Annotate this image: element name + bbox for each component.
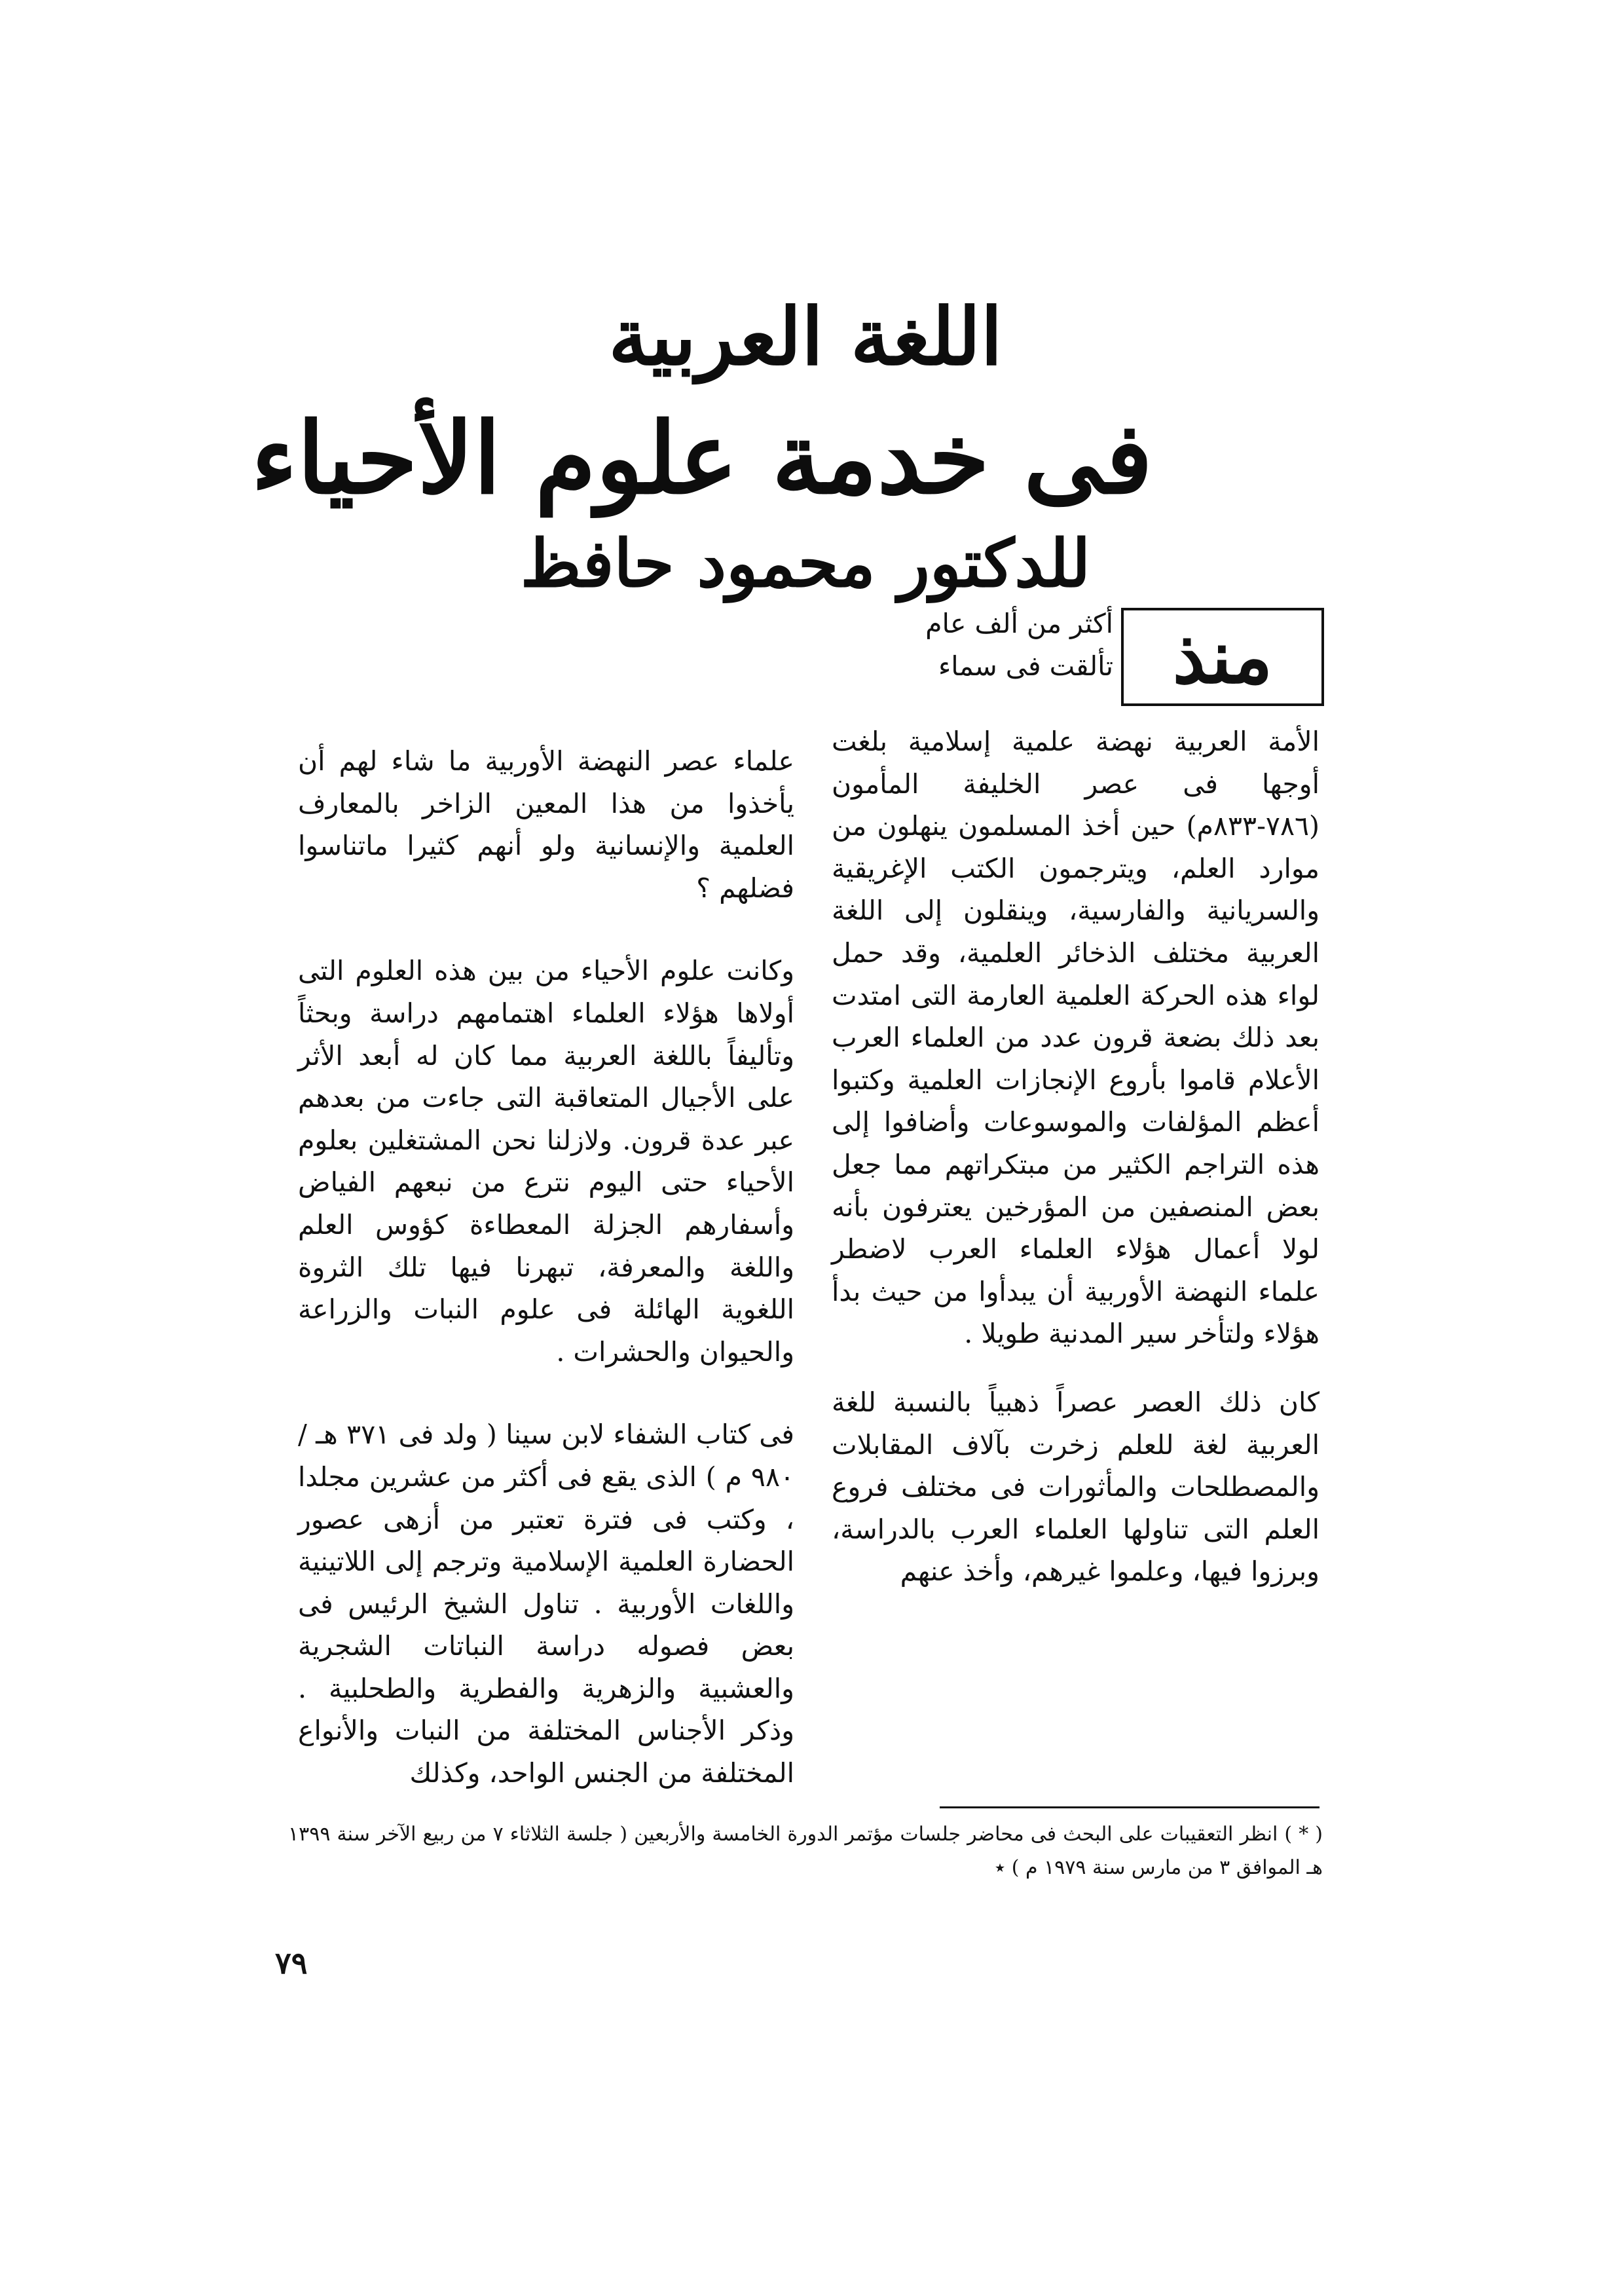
article-title-line-1: اللغة العربية — [608, 291, 1003, 383]
page-number: ٧٩ — [275, 1945, 308, 1981]
opening-line: أكثر من ألف عام — [925, 608, 1113, 639]
footnote-divider — [940, 1806, 1320, 1808]
left-column — [298, 740, 794, 1795]
article-title-line-2: فى خدمة علوم الأحياء — [251, 401, 1153, 516]
opening-line: تألقت فى سماء — [938, 650, 1113, 682]
footnote — [288, 1818, 1323, 1884]
left-paragraph-3: فى كتاب الشفاء لابن سينا ( ولد فى ٣٧١ هـ / ٩٨٠ م ) الذى يقع فى أكثر من عشرين مجلدا ، وكتب فى فترة تعتبر من أزهى عصور الحضارة العلمية الإسلامية وترجم إلى اللاتينية واللغات الأوربية . تناول الشيخ الرئيس فى بعض فصوله دراسة النباتات الشجرية والعشبية والزهرية والفطرية والطحلبية . وذكر الأجناس المختلفة من النبات والأنواع المختلفة من الجنس الواحد، وكذلك — [298, 1419, 794, 1789]
right-column — [832, 720, 1320, 1593]
author-byline: للدكتور محمود حافظ — [520, 525, 1091, 602]
opening-lines — [832, 603, 1113, 687]
left-paragraph-2: وكانت علوم الأحياء من بين هذه العلوم التى أولاها هؤلاء العلماء اهتمامهم دراسة وبحثاً وتأليفاً باللغة العربية مما كان له أبعد الأثر على الأجيال المتعاقبة التى جاءت من بعدهم عبر عدة قرون. ولازلنا نحن المشتغلين بعلوم الأحياء حتى اليوم نترع من نبعهم الفياض وأسفارهم الجزلة المعطاءة كؤوس العلم واللغة والمعرفة، تبهرنا فيها تلك الثروة اللغوية الهائلة فى علوم النبات والزراعة والحيوان والحشرات . — [298, 955, 794, 1368]
right-paragraph-2: كان ذلك العصر عصراً ذهبياً بالنسبة للغة العربية لغة للعلم زخرت بآلاف المقابلات والمصطلحات والمأثورات فى مختلف فروع العلم التى تناولها العلماء العرب بالدراسة، وبرزوا فيها، وعلموا غيرهم، وأخذ عنهم — [832, 1386, 1320, 1588]
drop-cap-box — [1121, 608, 1324, 706]
right-paragraph-1: الأمة العربية نهضة علمية إسلامية بلغت أوجها فى عصر الخليفة المأمون (٧٨٦-٨٣٣م) حين أخذ المسلمون ينهلون من موارد العلم، ويترجمون الكتب الإغريقية والسريانية والفارسية، وينقلون إلى اللغة العربية مختلف الذخائر العلمية، وقد حمل لواء هذه الحركة العلمية العارمة التى امتدت بعد ذلك بضعة قرون عدد من العلماء العرب الأعلام قاموا بأروع الإنجازات العلمية وكتبوا أعظم المؤلفات والموسوعات وأضافوا إلى هذه التراجم الكثير من مبتكراتهم مما جعل بعض المنصفين من المؤرخين يعترفون بأنه لولا أعمال هؤلاء العلماء العرب لاضطر علماء النهضة الأوربية أن يبدأوا من حيث بدأ هؤلاء ولتأخر سير المدنية طويلا . — [832, 726, 1320, 1350]
drop-cap-word: منذ — [1172, 614, 1273, 700]
footnote-text: ( * ) انظر التعقيبات على البحث فى محاضر جلسات مؤتمر الدورة الخامسة والأربعين ( جلسة الثلاثاء ٧ من ربيع الآخر سنة ١٣٩٩ هـ الموافق ٣ من مارس سنة ١٩٧٩ م ) ٭ — [288, 1823, 1323, 1879]
left-paragraph-1: علماء عصر النهضة الأوربية ما شاء لهم أن يأخذوا من هذا المعين الزاخر بالمعارف العلمية والإنسانية ولو أنهم كثيرا ماتناسوا فضلهم ؟ — [298, 745, 794, 904]
